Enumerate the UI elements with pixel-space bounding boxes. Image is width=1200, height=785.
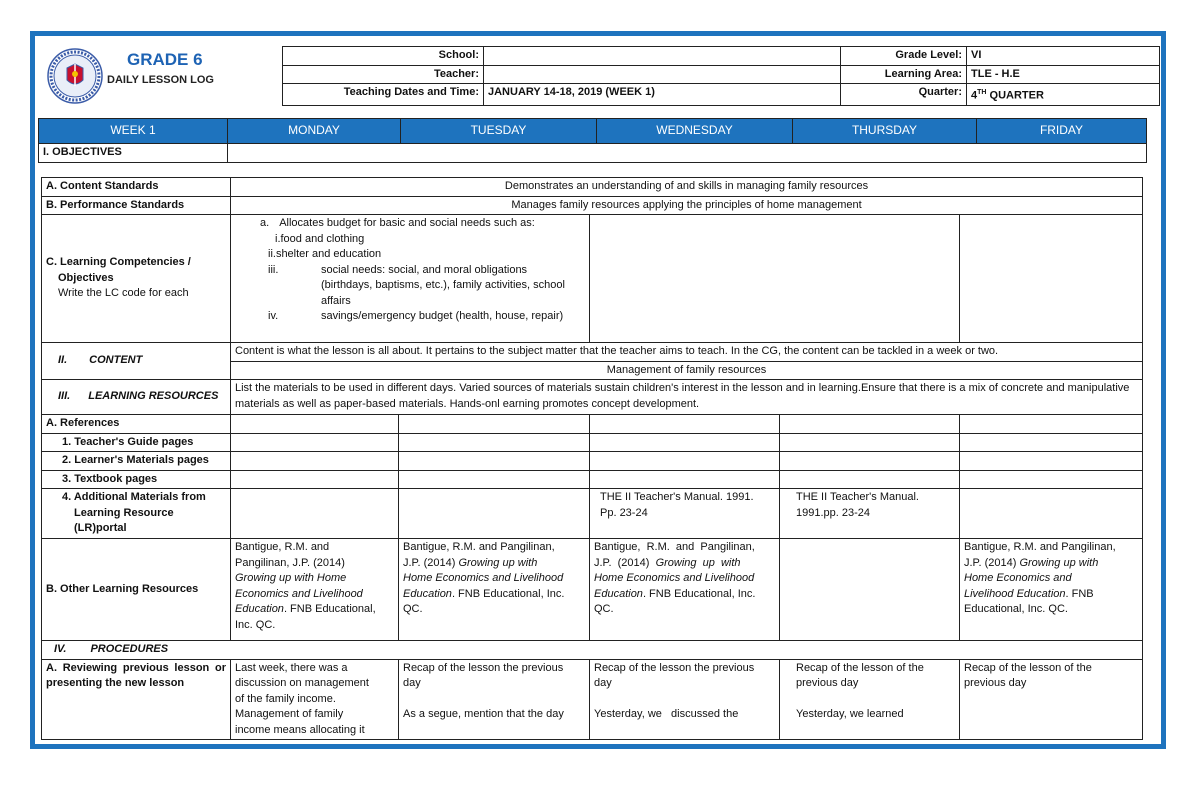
tg-cell xyxy=(960,433,1143,452)
header-info-table xyxy=(282,46,1160,106)
day-thursday: THURSDAY xyxy=(793,119,977,144)
tg-cell xyxy=(231,433,399,452)
quarter-value: 4TH QUARTER xyxy=(967,84,1160,106)
dates-label: Teaching Dates and Time: xyxy=(283,84,484,106)
week-header-table xyxy=(38,118,1147,163)
tb-cell xyxy=(590,470,780,489)
learners-materials-label: 2. Learner's Materials pages xyxy=(42,452,231,471)
reviewing-wed: Recap of the lesson the previous day Yesterday, we discussed the xyxy=(590,659,780,740)
add-tue xyxy=(399,489,590,539)
day-tuesday: TUESDAY xyxy=(401,119,597,144)
competencies-list: a. Allocates budget for basic and social needs such as: i.food and clothing ii.shelter and education iii. social needs: social, and moral obligations (birthdays, baptisms, etc.), family activities, school affairs iv. savings/emergency budget (health, house, repair) xyxy=(231,215,590,343)
ref-cell xyxy=(231,415,399,434)
lm-cell xyxy=(780,452,960,471)
reviewing-thu: Recap of the lesson of the previous day Yesterday, we learned xyxy=(780,659,960,740)
additional-materials-label: 4. Additional Materials from Learning Resource (LR)portal xyxy=(42,489,231,539)
quarter-label: Quarter: xyxy=(841,84,967,106)
tg-cell xyxy=(780,433,960,452)
content-heading: II. CONTENT xyxy=(42,343,231,380)
grade-level-value: VI xyxy=(967,47,1160,66)
week-label: WEEK 1 xyxy=(39,119,228,144)
reviewing-fri: Recap of the lesson of the previous day xyxy=(960,659,1143,740)
content-standards-text: Demonstrates an understanding of and skills in managing family resources xyxy=(231,178,1143,197)
content-description: Content is what the lesson is all about. It pertains to the subject matter that the teacher aims to teach. In the CG, the content can be tackled in a week or two. xyxy=(231,343,1143,362)
day-friday: FRIDAY xyxy=(977,119,1147,144)
dates-value: JANUARY 14-18, 2019 (WEEK 1) xyxy=(484,84,841,106)
tb-cell xyxy=(780,470,960,489)
other-resources-mon: Bantigue, R.M. and Pangilinan, J.P. (2014) Growing up with Home Economics and Livelihood Education. FNB Educational, Inc. QC. xyxy=(231,539,399,641)
references-label: A. References xyxy=(42,415,231,434)
teacher-field[interactable] xyxy=(484,65,841,84)
additional-materials-thu: THE II Teacher's Manual. 1991.pp. 23-24 xyxy=(780,489,960,539)
content-standards-label: A. Content Standards xyxy=(42,178,231,197)
reviewing-mon: Last week, there was a discussion on management of the family income. Management of family income means allocating it xyxy=(231,659,399,740)
performance-standards-label: B. Performance Standards xyxy=(42,196,231,215)
learning-area-value: TLE - H.E xyxy=(967,65,1160,84)
content-topic: Management of family resources xyxy=(231,361,1143,380)
add-mon xyxy=(231,489,399,539)
teacher-label: Teacher: xyxy=(283,65,484,84)
reviewing-tue: Recap of the lesson the previous day As a segue, mention that the day xyxy=(399,659,590,740)
school-label: School: xyxy=(283,47,484,66)
other-resources-tue: Bantigue, R.M. and Pangilinan, J.P. (2014) Growing up with Home Economics and Livelihood Education. FNB Educational, Inc. QC. xyxy=(399,539,590,641)
learning-resources-heading: III. LEARNING RESOURCES xyxy=(42,380,231,415)
lm-cell xyxy=(231,452,399,471)
grade-title: GRADE 6 xyxy=(127,50,203,69)
reviewing-lesson-label: A. Reviewing previous lesson or presenting the new lesson xyxy=(42,659,231,740)
tb-cell xyxy=(399,470,590,489)
objectives-empty xyxy=(228,144,1147,163)
teachers-guide-label: 1. Teacher's Guide pages xyxy=(42,433,231,452)
lm-cell xyxy=(590,452,780,471)
lm-cell xyxy=(399,452,590,471)
tg-cell xyxy=(399,433,590,452)
performance-standards-text: Manages family resources applying the principles of home management xyxy=(231,196,1143,215)
ref-cell xyxy=(399,415,590,434)
ref-cell xyxy=(590,415,780,434)
learning-area-label: Learning Area: xyxy=(841,65,967,84)
other-resources-wed: Bantigue, R.M. and Pangilinan, J.P. (2014) Growing up with Home Economics and Livelihood Education. FNB Educational, Inc. QC. xyxy=(590,539,780,641)
other-resources-fri: Bantigue, R.M. and Pangilinan, J.P. (2014) Growing up with Home Economics and Livelihood Education. FNB Educational, Inc. QC. xyxy=(960,539,1143,641)
objectives-heading: I. OBJECTIVES xyxy=(39,144,228,163)
lm-cell xyxy=(960,452,1143,471)
other-resources-thu xyxy=(780,539,960,641)
other-resources-label: B. Other Learning Resources xyxy=(42,539,231,641)
learning-resources-description: List the materials to be used in different days. Varied sources of materials sustain children's interest in the lesson and in learning.Ensure that there is a mix of concrete and manipulative materials as well as paper-based materials. Hands-onl earning promotes concept development. xyxy=(231,380,1143,415)
tb-cell xyxy=(231,470,399,489)
deped-seal-logo xyxy=(47,48,103,104)
ref-cell xyxy=(960,415,1143,434)
ref-cell xyxy=(780,415,960,434)
tb-cell xyxy=(960,470,1143,489)
textbook-pages-label: 3. Textbook pages xyxy=(42,470,231,489)
tg-cell xyxy=(590,433,780,452)
day-wednesday: WEDNESDAY xyxy=(597,119,793,144)
competencies-wed-thu xyxy=(590,215,960,343)
grade-level-label: Grade Level: xyxy=(841,47,967,66)
competencies-label: C. Learning Competencies / Objectives Write the LC code for each xyxy=(42,215,231,343)
log-title: DAILY LESSON LOG xyxy=(107,74,214,86)
competencies-fri xyxy=(960,215,1143,343)
day-monday: MONDAY xyxy=(228,119,401,144)
school-field[interactable] xyxy=(484,47,841,66)
additional-materials-wed: THE II Teacher's Manual. 1991. Pp. 23-24 xyxy=(590,489,780,539)
add-fri xyxy=(960,489,1143,539)
lesson-log-table xyxy=(41,177,1143,740)
procedures-heading: IV. PROCEDURES xyxy=(42,641,1143,660)
